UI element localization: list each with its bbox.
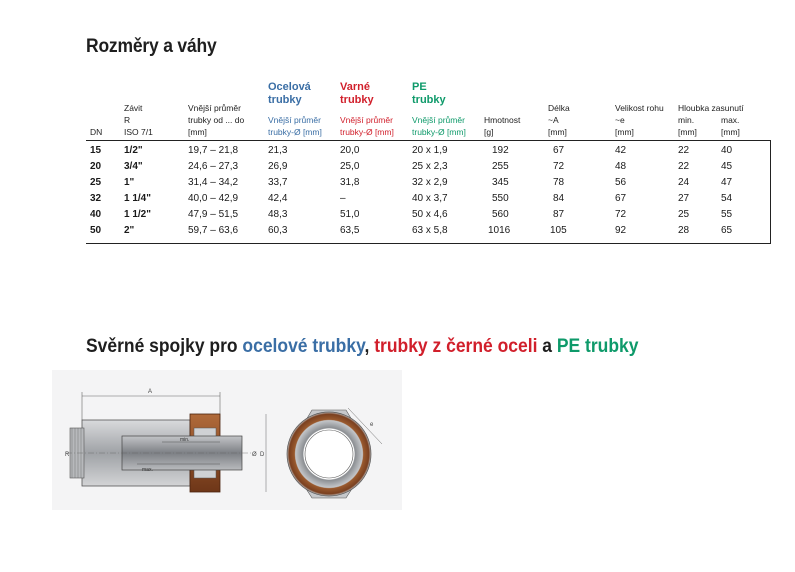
header-weld-sub-1: Vnější průměr (340, 115, 393, 125)
cell-max: 45 (721, 161, 733, 172)
header-pe-sub-2: trubky-Ø [mm] (412, 127, 466, 137)
header-depth-min-2: [mm] (678, 127, 697, 137)
header-thread-2: R (124, 115, 131, 125)
cell-thread: 1/2" (124, 145, 143, 156)
cell-min: 25 (678, 209, 690, 220)
cell-range: 31,4 – 34,2 (188, 177, 239, 188)
header-dn: DN (90, 127, 103, 137)
cell-dn: 50 (90, 225, 102, 236)
label-a: A (148, 389, 153, 395)
cell-min: 22 (678, 145, 690, 156)
cell-weight: 1016 (488, 225, 511, 236)
page-title: Rozměry a váhy (86, 36, 217, 57)
header-length-1: Délka (548, 103, 570, 113)
cell-corner: 42 (615, 145, 627, 156)
cell-steel: 48,3 (268, 209, 288, 220)
cell-weight: 550 (492, 193, 509, 204)
cell-pe: 20 x 1,9 (412, 145, 448, 156)
header-range-1: Vnější průměr (188, 103, 241, 113)
cell-pe: 32 x 2,9 (412, 177, 448, 188)
label-e: e (370, 422, 374, 428)
label-r: R (65, 452, 70, 458)
header-weld-sub-2: trubky-Ø [mm] (340, 127, 394, 137)
cell-pe: 63 x 5,8 (412, 225, 448, 236)
heading-text: Svěrné spojky pro (86, 336, 243, 357)
cell-range: 47,9 – 51,5 (188, 209, 239, 220)
label-phi: Ø (252, 452, 257, 458)
heading-pe-text: PE trubky (556, 336, 639, 357)
header-weld-group-2: trubky (340, 94, 374, 106)
header-depth: Hloubka zasunutí (678, 103, 744, 113)
cell-corner: 92 (615, 225, 627, 236)
cell-weight: 192 (492, 145, 509, 156)
header-pe-group-2: trubky (412, 94, 446, 106)
cell-thread: 1 1/2" (124, 209, 151, 220)
cell-range: 24,6 – 27,3 (188, 161, 239, 172)
cell-min: 22 (678, 161, 690, 172)
heading-separator: , (364, 336, 375, 357)
cell-length: 84 (553, 193, 565, 204)
label-d: D (260, 452, 265, 458)
cell-steel: 21,3 (268, 145, 288, 156)
cell-max: 40 (721, 145, 733, 156)
cell-max: 54 (721, 193, 733, 204)
header-corner-1: Velikost rohu (615, 103, 664, 113)
cell-dn: 25 (90, 177, 102, 188)
heading-and: a (537, 336, 557, 357)
cell-dn: 40 (90, 209, 102, 220)
cell-corner: 48 (615, 161, 627, 172)
coupling-drawing (52, 370, 402, 510)
cell-max: 55 (721, 209, 733, 220)
header-steel-sub-1: Vnější průměr (268, 115, 321, 125)
header-steel-group-1: Ocelová (268, 81, 311, 93)
cell-steel: 33,7 (268, 177, 288, 188)
cell-corner: 67 (615, 193, 627, 204)
cell-steel: 42,4 (268, 193, 288, 204)
cell-weld: 63,5 (340, 225, 360, 236)
header-steel-sub-2: trubky-Ø [mm] (268, 127, 322, 137)
header-depth-max-1: max. (721, 115, 740, 125)
cell-range: 40,0 – 42,9 (188, 193, 239, 204)
header-weight-1: Hmotnost (484, 115, 521, 125)
header-length-2: ~A (548, 115, 559, 125)
cell-min: 27 (678, 193, 690, 204)
cell-length: 72 (553, 161, 565, 172)
header-depth-min-1: min. (678, 115, 695, 125)
label-min: min. (180, 437, 190, 443)
cell-thread: 2" (124, 225, 135, 236)
cell-weight: 345 (492, 177, 509, 188)
label-max: max. (142, 467, 153, 473)
header-thread-3: ISO 7/1 (124, 127, 153, 137)
heading-steel-text: ocelové trubky (242, 336, 365, 357)
header-depth-max-2: [mm] (721, 127, 740, 137)
cell-weld: 31,8 (340, 177, 360, 188)
header-steel-group-2: trubky (268, 94, 302, 106)
dimensions-table (86, 140, 771, 244)
cell-weight: 255 (492, 161, 509, 172)
cell-thread: 1 1/4" (124, 193, 151, 204)
cell-max: 65 (721, 225, 733, 236)
cell-dn: 20 (90, 161, 102, 172)
cell-range: 19,7 – 21,8 (188, 145, 239, 156)
cell-thread: 3/4" (124, 161, 143, 172)
cell-min: 24 (678, 177, 690, 188)
header-pe-sub-1: Vnější průměr (412, 115, 465, 125)
cell-length: 87 (553, 209, 565, 220)
header-range-2: trubky od ... do (188, 115, 245, 125)
cell-max: 47 (721, 177, 733, 188)
cell-length: 67 (553, 145, 565, 156)
cell-steel: 60,3 (268, 225, 288, 236)
cell-steel: 26,9 (268, 161, 288, 172)
cell-range: 59,7 – 63,6 (188, 225, 239, 236)
header-corner-3: [mm] (615, 127, 634, 137)
cell-weld: 51,0 (340, 209, 360, 220)
cell-dn: 15 (90, 145, 102, 156)
cell-weld: – (340, 193, 346, 204)
cell-corner: 56 (615, 177, 627, 188)
header-weld-group-1: Varné (340, 81, 370, 93)
cell-length: 105 (550, 225, 567, 236)
cell-pe: 25 x 2,3 (412, 161, 448, 172)
cell-pe: 50 x 4,6 (412, 209, 448, 220)
header-range-3: [mm] (188, 127, 207, 137)
cell-weld: 20,0 (340, 145, 360, 156)
cell-corner: 72 (615, 209, 627, 220)
header-weight-2: [g] (484, 127, 494, 137)
header-pe-group-1: PE (412, 81, 427, 93)
header-thread-1: Závit (124, 103, 143, 113)
heading-weld-text: trubky z černé oceli (374, 336, 538, 357)
header-length-3: [mm] (548, 127, 567, 137)
cell-weight: 560 (492, 209, 509, 220)
header-corner-2: ~e (615, 115, 625, 125)
cell-weld: 25,0 (340, 161, 360, 172)
section-heading (86, 336, 638, 358)
cell-length: 78 (553, 177, 565, 188)
cell-min: 28 (678, 225, 690, 236)
cell-dn: 32 (90, 193, 102, 204)
cell-thread: 1" (124, 177, 135, 188)
cell-pe: 40 x 3,7 (412, 193, 448, 204)
